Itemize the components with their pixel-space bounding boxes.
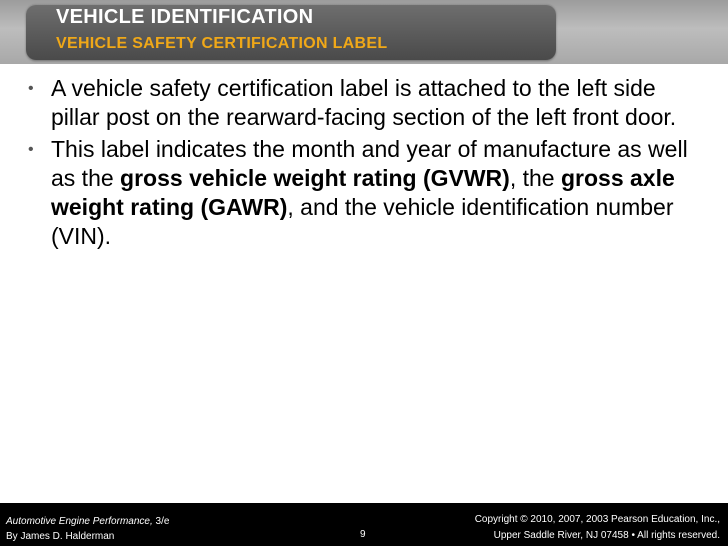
bullet-text: A vehicle safety certification label is attached to the left side pillar post on the rearward-facing section of the left front door.	[51, 75, 677, 130]
bullet-text	[51, 136, 688, 249]
book-title: Automotive Engine Performance,	[6, 516, 153, 527]
bullet-text-segment: , and the vehicle identification number (VIN).	[51, 194, 674, 249]
slide-title: VEHICLE IDENTIFICATION	[56, 6, 314, 28]
footer-copyright	[475, 512, 720, 543]
bullet-dot-icon: •	[28, 80, 34, 97]
header-bar	[0, 0, 728, 64]
copyright-line-2: Upper Saddle River, NJ 07458 • All rights reserved.	[493, 530, 720, 541]
book-edition: 3/e	[152, 516, 170, 527]
term-gvwr: gross vehicle weight rating (GVWR)	[120, 165, 510, 191]
footer	[0, 503, 728, 546]
bullet-item	[28, 74, 700, 132]
term-gawr: gross axle weight rating (GAWR)	[51, 165, 675, 220]
footer-book-info	[6, 514, 169, 544]
page-number: 9	[360, 529, 366, 540]
slide-subtitle: VEHICLE SAFETY CERTIFICATION LABEL	[56, 35, 388, 52]
slide-content	[28, 74, 700, 254]
bullet-item	[28, 135, 700, 251]
copyright-line-1: Copyright © 2010, 2007, 2003 Pearson Education, Inc.,	[474, 514, 720, 525]
bullet-text-segment: This label indicates the month and year of manufacture as well as the	[51, 136, 688, 191]
bullet-dot-icon: •	[28, 141, 34, 158]
book-author: By James D. Halderman	[6, 531, 115, 542]
bullet-text-segment: , the	[509, 165, 561, 191]
